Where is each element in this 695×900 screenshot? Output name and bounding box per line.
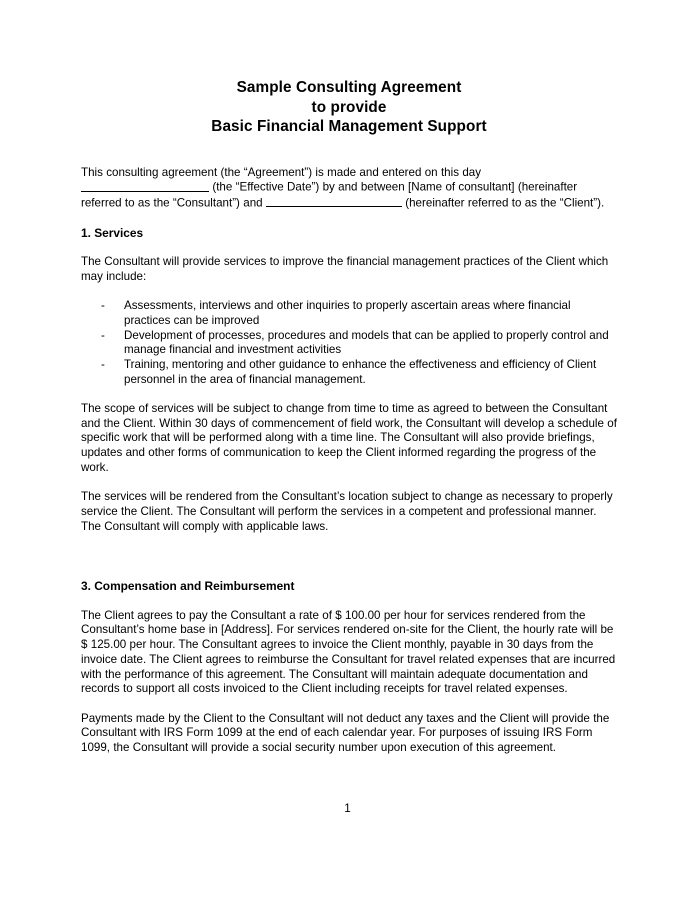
spacer bbox=[81, 284, 617, 299]
section-heading-compensation: 3. Compensation and Reimbursement bbox=[81, 579, 295, 594]
spacer bbox=[81, 476, 617, 491]
intro-paragraph bbox=[81, 166, 617, 211]
spacer bbox=[81, 153, 617, 166]
document-content bbox=[81, 78, 617, 756]
services-location-paragraph: The services will be rendered from the Consultant’s location subject to change as necessary to properly service the Client. The Consultant will perform the services in a competent and professional manner. The Consultant will comply with applicable laws. bbox=[81, 490, 613, 533]
list-item-text: Training, mentoring and other guidance to enhance the effectiveness and efficiency of Client personnel in the area of financial management. bbox=[124, 357, 597, 386]
services-list bbox=[81, 299, 617, 387]
title-line-1: Sample Consulting Agreement bbox=[236, 79, 462, 96]
title-line-3: Basic Financial Management Support bbox=[211, 118, 487, 135]
spacer bbox=[81, 697, 617, 712]
page-number: 1 bbox=[344, 802, 351, 815]
intro-text-part-2: (the “Effective Date”) by and between [Name of consultant] (hereinafter referred to as the “Consultant”) and bbox=[81, 180, 578, 210]
effective-date-blank[interactable] bbox=[81, 180, 209, 192]
client-name-blank[interactable] bbox=[266, 196, 402, 208]
list-bullet-marker: - bbox=[101, 357, 105, 371]
spacer bbox=[81, 387, 617, 402]
list-item bbox=[81, 358, 617, 387]
page-title bbox=[81, 78, 617, 137]
section-heading-services: 1. Services bbox=[81, 225, 144, 240]
intro-text-part-3: (hereinafter referred to as the “Client”). bbox=[405, 196, 605, 210]
compensation-tax-paragraph: Payments made by the Client to the Consultant will not deduct any taxes and the Client will provide the Consultant with IRS Form 1099 at the end of each calendar year. For purposes of issuing IRS Form 1099, the Consultant will provide a social security number upon execution of this agreement. bbox=[81, 711, 610, 755]
spacer bbox=[81, 211, 617, 226]
list-bullet-marker: - bbox=[101, 328, 105, 342]
services-intro-paragraph: The Consultant will provide services to improve the financial management practices of the Client which may include: bbox=[81, 255, 609, 283]
spacer bbox=[81, 137, 617, 153]
spacer bbox=[81, 594, 617, 609]
list-item bbox=[81, 329, 617, 358]
list-bullet-marker: - bbox=[101, 299, 105, 313]
services-scope-paragraph: The scope of services will be subject to change from time to time as agreed to between the Consultant and the Client. Within 30 days of commencement of field work, the Consultant will develop a schedule of specific work that will be performed along with a time line. The Consultant will also provide briefings, updates and other forms of communication to keep the Client informed regarding the progress of the work. bbox=[81, 402, 617, 474]
list-item bbox=[81, 299, 617, 328]
title-line-2: to provide bbox=[311, 98, 387, 116]
spacer bbox=[81, 534, 617, 579]
list-item-text: Assessments, interviews and other inquiries to properly ascertain areas where financial practices can be improved bbox=[124, 299, 571, 327]
list-item-text: Development of processes, procedures and models that can be applied to properly control and manage financial and investment activities bbox=[124, 328, 609, 357]
intro-text-part-1: This consulting agreement (the “Agreement”) is made and entered on this day bbox=[81, 165, 482, 179]
compensation-rate-paragraph: The Client agrees to pay the Consultant a rate of $ 100.00 per hour for services rendered from the Consultant’s home base in [Address]. For services rendered on-site for the Client, the hourly rate will be $ 125.00 per hour. The Consultant agrees to invoice the Client monthly, payable in 30 days from the invoice date. The Client agrees to reimburse the Consultant for travel related expenses that are incurred with the performance of this agreement. The Consultant will maintain adequate documentation and records to support all costs invoiced to the Client including receipts for travel related expenses. bbox=[81, 608, 616, 696]
spacer bbox=[81, 240, 617, 255]
